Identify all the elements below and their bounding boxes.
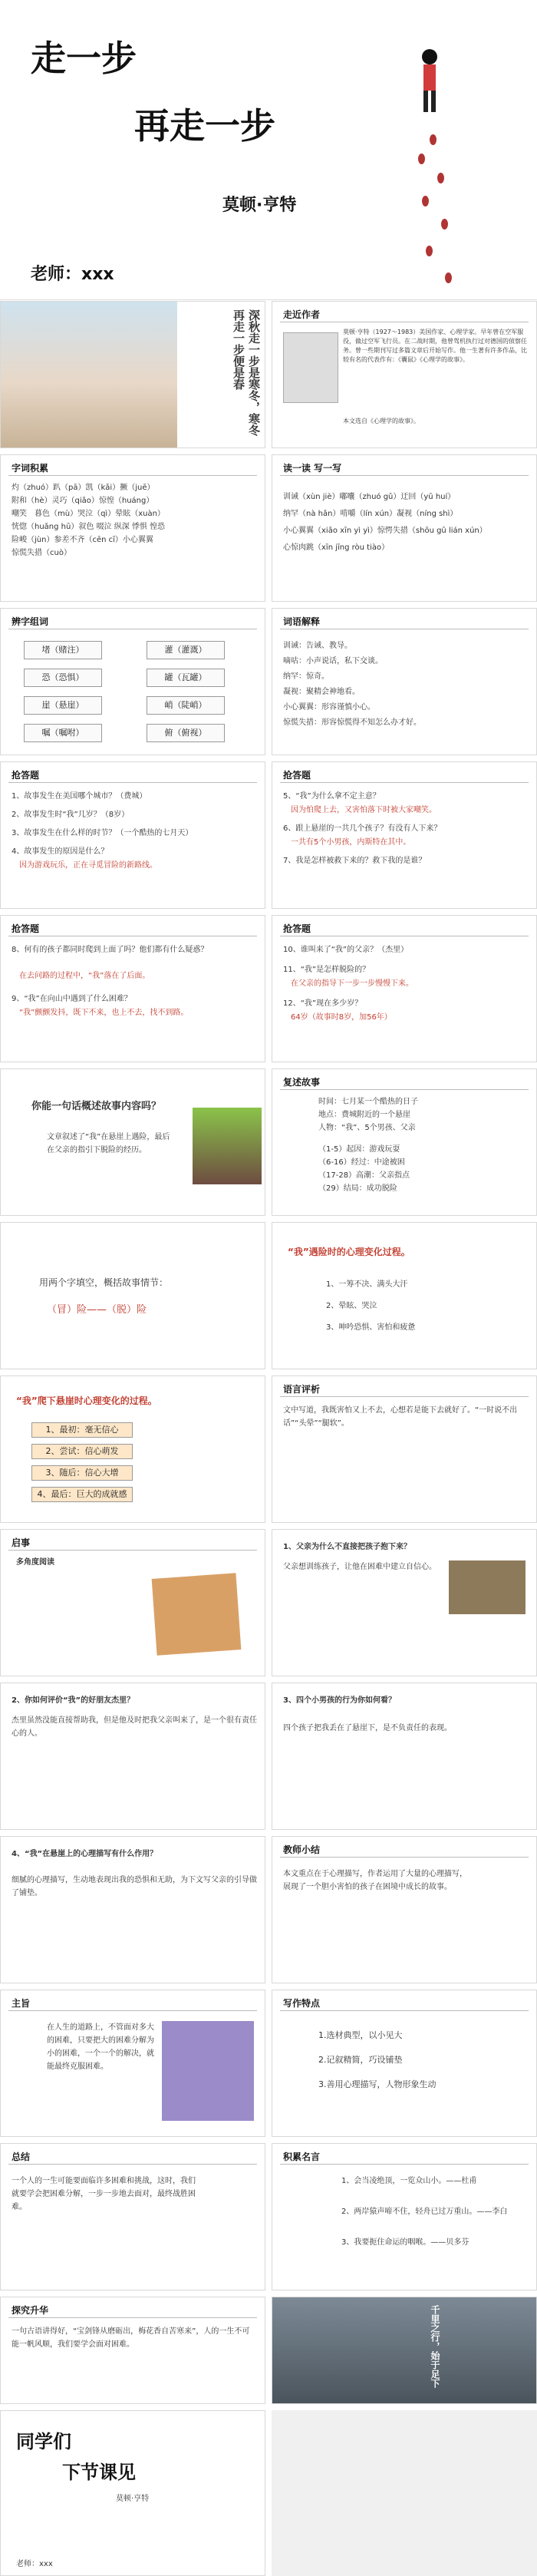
slide-mountain bbox=[272, 2297, 537, 2404]
meaning-line: 嘀咕：小声说话，私下交谈。 bbox=[283, 657, 383, 665]
slide-title: 词语解释 bbox=[283, 616, 321, 627]
footprint-icon bbox=[430, 134, 437, 145]
cover-teacher: 老师：xxx bbox=[31, 265, 114, 284]
slide-title: 总结 bbox=[12, 2152, 31, 2162]
title-divider bbox=[8, 475, 257, 476]
vocab-line: 恍惚（huǎng hū）叙色 啜泣 纵深 悸惧 惶恐 bbox=[12, 523, 166, 531]
quiz-answer: “我”颤颤发抖，既下不来，也上不去，找不到路。 bbox=[19, 1009, 189, 1017]
boys-answer: 四个孩子把我丢在了悬崖下，是不负责任的表现。 bbox=[283, 1724, 452, 1732]
explore-body: 一句古语讲得好，“宝剑锋从磨砺出，梅花香自苦寒来”，人的一生不可能一帆风顺，我们要学会面对困难。 bbox=[12, 2327, 250, 2349]
slide-quiz-1 bbox=[0, 761, 265, 909]
char-pair: 恐（恐惧） bbox=[24, 669, 102, 687]
slide-word-meaning bbox=[272, 608, 537, 755]
slide-danger-mood bbox=[272, 1222, 537, 1369]
vocab-line: 附和（hè）灵巧（qiǎo）惊惶（huáng） bbox=[12, 497, 154, 505]
cliff-illustration bbox=[193, 1108, 262, 1184]
slide-quiz-4 bbox=[272, 915, 537, 1062]
quiz-line: 5、“我”为什么拿不定主意？ bbox=[283, 792, 381, 801]
title-divider bbox=[8, 2164, 257, 2165]
slide-quotes bbox=[272, 2143, 537, 2290]
theme-body: 在人生的道路上，不管面对多大的困难，只要把大的困难分解为小的困难，一个一个的解决，就能最终克服困难。 bbox=[47, 2023, 154, 2071]
footprint-icon bbox=[437, 173, 444, 183]
end-author: 莫顿·亨特 bbox=[116, 2495, 150, 2503]
quiz-line: 6、跟上悬崖的一共几个孩子？有没有人下来？ bbox=[283, 824, 442, 833]
father-question: 1、父亲为什么不直接把孩子抱下来？ bbox=[283, 1543, 411, 1551]
title-divider bbox=[8, 782, 257, 783]
slide-title: 教师小结 bbox=[283, 1844, 321, 1855]
mood-step: 2、晕眩、哭泣 bbox=[326, 1302, 377, 1310]
blank-area bbox=[272, 2410, 537, 2576]
slide-title: 辨字组词 bbox=[12, 616, 49, 627]
slide-summary-question bbox=[0, 1068, 265, 1216]
slide-title: 抢答题 bbox=[283, 770, 311, 781]
feature-item: 1.选材典型，以小见大 bbox=[318, 2030, 403, 2040]
walking-figure-icon bbox=[407, 46, 453, 123]
quiz-line: 7、我是怎样被救下来的？救下我的是谁？ bbox=[283, 857, 427, 865]
mood-step: 3、呻吟恐惧、害怕和疲惫 bbox=[326, 1323, 416, 1332]
footprint-icon bbox=[422, 196, 429, 206]
slide-language bbox=[272, 1376, 537, 1523]
footprint-icon bbox=[445, 272, 452, 283]
quote-item: 2、两岸猿声啼不住，轻舟已过万重山。——李白 bbox=[341, 2208, 508, 2216]
meaning-line: 凝视：聚精会神地看。 bbox=[283, 688, 360, 696]
slide-read-write bbox=[272, 454, 537, 602]
quiz-line: 11、“我”是怎样脱险的？ bbox=[283, 966, 371, 974]
slide-father-question bbox=[272, 1529, 537, 1676]
end-line2: 下节课见 bbox=[62, 2461, 136, 2483]
slide-boys-question bbox=[272, 1683, 537, 1830]
quiz-line: 9、“我”在向山中遇到了什么困难？ bbox=[12, 995, 132, 1003]
climb-step: 1、最初：毫无信心 bbox=[31, 1422, 133, 1438]
char-pair: 峭（陡峭） bbox=[147, 696, 225, 715]
title-divider bbox=[280, 782, 529, 783]
char-pair: 灌（灌溉） bbox=[147, 641, 225, 659]
slide-title: 探究升华 bbox=[12, 2305, 49, 2316]
quiz-answer: 在父亲的指导下一步一步慢慢下来。 bbox=[291, 979, 413, 988]
read-line: 纳罕（nà hǎn）啃嚼（lín xún）凝视（níng shì） bbox=[283, 510, 458, 518]
char-pair: 嘱（嘱咐） bbox=[24, 724, 102, 742]
slide-writing-features bbox=[272, 1990, 537, 2137]
quiz-line: 8、何有的孩子都同时爬到上面了吗？他们都有什么疑惑？ bbox=[12, 946, 209, 954]
father-answer: 父亲想训练孩子，让他在困难中建立自信心。 bbox=[283, 1563, 437, 1571]
author-works: 本文选自《心理学的故事》。 bbox=[343, 418, 420, 424]
slide-title: 字词积累 bbox=[12, 463, 49, 474]
quiz-line: 2、故事发生时“我”几岁？（8岁） bbox=[12, 811, 130, 819]
char-pair: 罐（瓦罐） bbox=[147, 669, 225, 687]
slide-notice bbox=[0, 1529, 265, 1676]
boys-question: 3、四个小男孩的行为你如何看？ bbox=[283, 1696, 396, 1705]
jerry-answer: 杰里虽然没能直接帮助我，但是他及时把我父亲叫来了，是一个很有责任心的人。 bbox=[12, 1716, 257, 1738]
char-pair: 崖（悬崖） bbox=[24, 696, 102, 715]
quiz-line: 12、“我”现在多少岁？ bbox=[283, 999, 363, 1008]
read-line: 小心翼翼（xiǎo xīn yì yì）惊愕失措（shōu gū lián xún） bbox=[283, 527, 487, 535]
slide-title: 读一读 写一写 bbox=[283, 463, 342, 474]
conclusion-body: 一个人的一生可能要面临许多困难和挑战，这时，我们就要学会把困难分解，一步一步地去面对，最终战胜困难。 bbox=[12, 2177, 196, 2211]
jerry-question: 2、你如何评价“我”的好朋友杰里？ bbox=[12, 1696, 135, 1705]
plot-prompt: 用两个字填空，概括故事情节： bbox=[39, 1277, 169, 1288]
slide-poem bbox=[0, 301, 265, 448]
quote-item: 1、会当凌绝顶，一览众山小。——杜甫 bbox=[341, 2177, 477, 2185]
title-divider bbox=[280, 1089, 529, 1090]
plot-answer: （冒）险——（脱）险 bbox=[47, 1304, 147, 1316]
footprint-icon bbox=[426, 246, 433, 256]
slide-title: 抢答题 bbox=[12, 770, 40, 781]
meaning-line: 惊慌失措：形容惊慌得不知怎么办才好。 bbox=[283, 718, 421, 727]
slide-retell bbox=[272, 1068, 537, 1216]
psych-answer: 细腻的心理描写，生动地表现出我的恐惧和无助，为下文写父亲的引导做了铺垫。 bbox=[12, 1876, 257, 1897]
summary-answer: 文章叙述了“我”在悬崖上遇险，最后在父亲的指引下脱险的经历。 bbox=[47, 1133, 170, 1154]
author-portrait bbox=[283, 332, 338, 403]
slide-conclusion bbox=[0, 2143, 265, 2290]
psych-question: 4、“我”在悬崖上的心理描写有什么作用？ bbox=[12, 1850, 158, 1858]
language-body: 文中写道，我既害怕又上不去，心想若是能下去就好了。“一时说不出话”“头晕”“腿软”。 bbox=[283, 1406, 518, 1428]
quiz-line: 10、谁叫来了“我”的父亲？（杰里） bbox=[283, 946, 409, 954]
retell-event: （6-16）经过：中途被困 bbox=[318, 1158, 405, 1167]
cover-slide bbox=[0, 0, 537, 300]
meaning-line: 小心翼翼：形容谨慎小心。 bbox=[283, 703, 375, 712]
char-pair: 俯（俯视） bbox=[147, 724, 225, 742]
end-line1: 同学们 bbox=[16, 2430, 71, 2452]
climb-title: “我”爬下悬崖时心理变化的过程。 bbox=[16, 1395, 157, 1406]
retell-line: 地点：费城附近的一个悬崖 bbox=[318, 1111, 410, 1119]
vocab-line: 惊慌失措（cuò） bbox=[12, 549, 71, 557]
retell-event: （29）结局：成功脱险 bbox=[318, 1184, 397, 1193]
title-divider bbox=[280, 1857, 529, 1858]
climb-step: 2、尝试：信心萌发 bbox=[31, 1444, 133, 1459]
footprint-icon bbox=[441, 219, 448, 230]
quiz-answer: 在去问路的过程中，“我”落在了后面。 bbox=[19, 972, 150, 980]
mood-title: “我”遇险时的心理变化过程。 bbox=[288, 1247, 410, 1257]
slide-theme bbox=[0, 1990, 265, 2137]
title-divider bbox=[8, 2317, 257, 2318]
title-divider bbox=[280, 2010, 529, 2011]
end-slide bbox=[0, 2410, 265, 2576]
retell-line: 人物：“我”、5个男孩、父亲 bbox=[318, 1124, 416, 1132]
slide-vocab bbox=[0, 454, 265, 602]
mood-step: 1、一筹不决、满头大汗 bbox=[326, 1280, 408, 1289]
quiz-answer: 64岁（故事时8岁，加56年） bbox=[291, 1013, 392, 1022]
teacher-summary-body: 本文重点在于心理描写，作者运用了大量的心理描写，展现了一个胆小害怕的孩子在困境中成长的故事。 bbox=[283, 1870, 467, 1891]
slide-plot-fill bbox=[0, 1222, 265, 1369]
slide-title: 启事 bbox=[12, 1537, 31, 1548]
feature-item: 2.记叙精简，巧设铺垫 bbox=[318, 2055, 403, 2065]
meaning-line: 训诫：告诫、教导。 bbox=[283, 642, 352, 650]
notice-sub: 多角度阅读 bbox=[16, 1558, 54, 1567]
quiz-answer: 一共有5个小男孩，内斯特在其中。 bbox=[291, 838, 411, 847]
quiz-line: 3、故事发生在什么样的时节？（一个酷热的七月天） bbox=[12, 829, 193, 837]
quiz-answer: 因为游戏玩乐，正在寻觅冒险的新路线。 bbox=[19, 861, 157, 870]
cover-author: 莫顿·亨特 bbox=[222, 196, 297, 215]
end-teacher: 老师：xxx bbox=[16, 2560, 53, 2568]
slide-title: 积累名言 bbox=[283, 2152, 321, 2162]
theme-photo bbox=[162, 2021, 254, 2121]
retell-line: 时间：七月某一个酷热的日子 bbox=[318, 1098, 418, 1106]
climb-step: 3、随后：信心大增 bbox=[31, 1465, 133, 1481]
quiz-line: 1、故事发生在美国哪个城市？（费城） bbox=[12, 792, 147, 801]
title-divider bbox=[8, 2010, 257, 2011]
slide-title: 走近作者 bbox=[283, 309, 321, 320]
slide-title: 抢答题 bbox=[12, 923, 40, 934]
slide-jerry-question bbox=[0, 1683, 265, 1830]
retell-event: （1-5）起因：游戏玩耍 bbox=[318, 1145, 400, 1154]
read-line: 训诫（xùn jiè）嘟囔（zhuó gǔ）迂回（yū huí） bbox=[283, 493, 456, 501]
slide-title: 抢答题 bbox=[283, 923, 311, 934]
slide-quiz-2 bbox=[272, 761, 537, 909]
title-divider bbox=[280, 2164, 529, 2165]
meaning-line: 纳罕：惊奇。 bbox=[283, 672, 329, 681]
title-divider bbox=[8, 1550, 257, 1551]
quote-item: 3、我要扼住命运的咽喉。——贝多芬 bbox=[341, 2238, 469, 2247]
story-photo bbox=[152, 1573, 242, 1655]
vocab-line: 嘲笑 暮色（mù）哭泣（qì）晕眩（xuàn） bbox=[12, 510, 165, 518]
vocab-line: 灼（zhuó）趴（pā）凯（kǎi）撅（juē） bbox=[12, 484, 155, 492]
title-divider bbox=[280, 1396, 529, 1397]
slide-quiz-3 bbox=[0, 915, 265, 1062]
vocab-line: 险峻（jùn）参差不齐（cēn cī）小心翼翼 bbox=[12, 536, 153, 544]
poem-text: 深秋走一步是寒冬，寒冬再走一步便是春 bbox=[232, 309, 261, 436]
footprint-icon bbox=[418, 154, 425, 164]
char-pair: 堵（赌注） bbox=[24, 641, 102, 659]
beach-photo bbox=[1, 302, 177, 448]
slide-title: 语言评析 bbox=[283, 1384, 321, 1395]
feature-item: 3.善用心理描写，人物形象生动 bbox=[318, 2079, 437, 2089]
climb-step: 4、最后：巨大的成就感 bbox=[31, 1487, 133, 1502]
summary-question: 你能一句话概述故事内容吗？ bbox=[31, 1101, 162, 1112]
slide-char-compare bbox=[0, 608, 265, 755]
father-photo bbox=[449, 1560, 525, 1614]
slide-title: 复述故事 bbox=[283, 1077, 321, 1088]
slide-about-author bbox=[272, 301, 537, 448]
retell-event: （17-28）高潮：父亲指点 bbox=[318, 1171, 410, 1180]
slide-title: 主旨 bbox=[12, 1998, 31, 2009]
slide-climb-mood bbox=[0, 1376, 265, 1523]
title-divider bbox=[280, 475, 529, 476]
author-bio: 莫顿·亨特（1927～1983）美国作家、心理学家。早年曾在空军服役，做过空军飞行员。在二战时期，他曾驾机执行过对德国的侦察任务。曾一些期刊写过多篇文章后开始写作。他一生著有许多作品，比较有名的代表作有：《囊鼠》《心理学的故事》。 bbox=[343, 329, 527, 363]
read-line: 心惊肉跳（xīn jīng ròu tiào） bbox=[283, 543, 390, 552]
slide-explore bbox=[0, 2297, 265, 2404]
slide-title: 写作特点 bbox=[283, 1998, 321, 2009]
slide-teacher-summary bbox=[272, 1836, 537, 1983]
quiz-line: 4、故事发生的原因是什么？ bbox=[12, 847, 109, 856]
cover-title-line1: 走一步 bbox=[31, 38, 137, 79]
quiz-answer: 因为怕爬上去，又害怕落下时被大家嘲笑。 bbox=[291, 806, 437, 814]
cover-title-line2: 再走一步 bbox=[134, 105, 275, 147]
slide-psych-question bbox=[0, 1836, 265, 1983]
mountain-text: 千里之行，始于足下 bbox=[430, 2305, 440, 2388]
